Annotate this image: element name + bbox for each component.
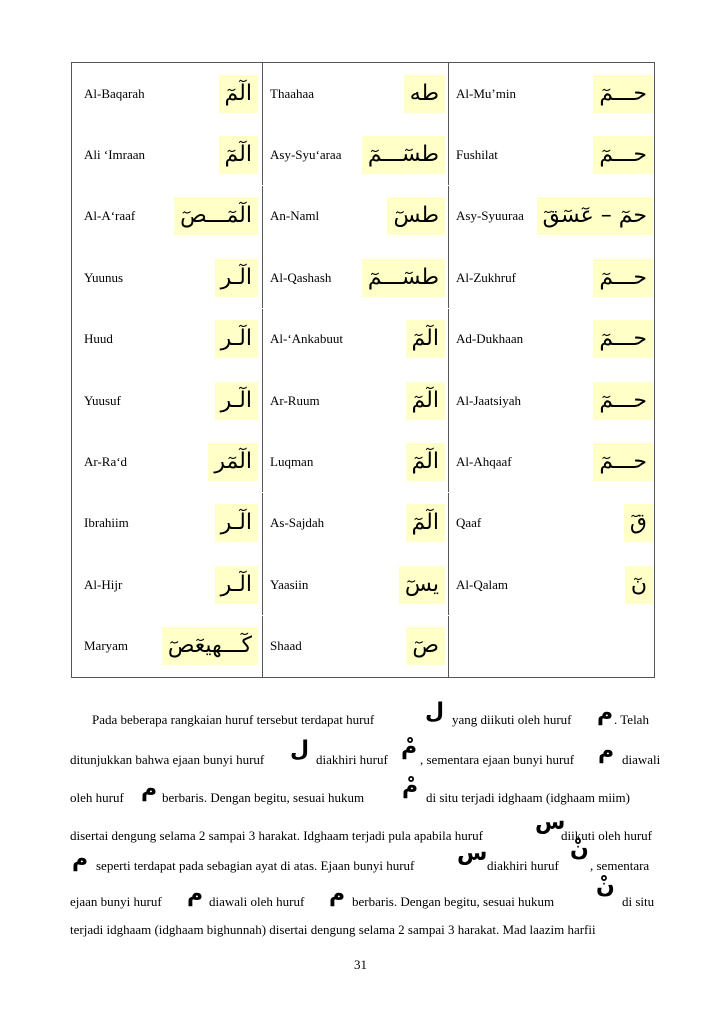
surah-name: Fushilat xyxy=(456,146,498,162)
table-row xyxy=(72,554,654,615)
surah-name: Ibrahiim xyxy=(84,515,129,531)
table-row xyxy=(72,247,654,308)
table-cell xyxy=(448,370,657,431)
surah-name: Maryam xyxy=(84,638,129,654)
table-row xyxy=(72,370,654,431)
table-row xyxy=(72,186,654,247)
para-line-3a: oleh huruf xyxy=(70,790,124,805)
nun-sukun-glyph: نْ xyxy=(570,837,589,862)
table-cell xyxy=(448,616,657,677)
table-cell xyxy=(448,124,657,185)
muqattaat-letters: الٓمٓ xyxy=(406,443,445,481)
muqattaat-letters: نٓ xyxy=(625,566,653,604)
muqattaat-letters: صٓ xyxy=(406,627,445,665)
surah-name: Qaaf xyxy=(456,515,482,531)
surah-name: Ad-Dukhaan xyxy=(456,331,524,347)
surah-name: Al-‘Ankabuut xyxy=(270,331,343,347)
muqattaat-letters: الٓمٓ xyxy=(406,382,445,420)
surah-name: Al-Zukhruf xyxy=(456,269,516,285)
table-cell xyxy=(72,247,262,308)
muqattaat-letters: كٓـــهيعٓصٓ xyxy=(162,627,258,665)
surah-name: Al-Mu’min xyxy=(456,85,516,101)
table-cell xyxy=(72,309,262,370)
table-cell xyxy=(72,431,262,492)
para-line-7a: terjadi idghaam (idghaam bighunnah) disertai dengung selama 2 sampai 3 harakat. Mad laazim harfii xyxy=(70,922,596,937)
page-number: 31 xyxy=(354,957,367,972)
muqattaat-letters: حـــمٓ xyxy=(593,382,653,420)
table-cell xyxy=(262,431,449,492)
surah-name: Asy-Syu‘araa xyxy=(270,146,342,162)
mim-glyph: م xyxy=(72,847,89,872)
table-cell xyxy=(262,493,449,554)
para-line-5c: , sementara xyxy=(590,858,650,873)
surah-name: Asy-Syuuraa xyxy=(456,208,524,224)
para-line-1c: . Telah xyxy=(614,712,649,727)
muqattaat-letters: الٓمٓ xyxy=(219,75,258,113)
muqattaat-letters: الٓـر xyxy=(215,504,258,542)
surah-name: Al-Jaatsiyah xyxy=(456,392,521,408)
muqattaat-letters: الٓـر xyxy=(215,320,258,358)
para-line-5b: diakhiri huruf xyxy=(487,858,559,873)
table-row xyxy=(72,124,654,185)
muqattaat-letters: الٓمٓر xyxy=(208,443,258,481)
surah-name: Ar-Ruum xyxy=(270,392,320,408)
nun-sukun-glyph: نْ xyxy=(596,874,615,899)
mim-glyph: م xyxy=(329,882,346,907)
para-line-2a: ditunjukkan bahwa ejaan bunyi huruf xyxy=(70,752,265,767)
surah-name: Yuusuf xyxy=(84,392,121,408)
para-line-1a: Pada beberapa rangkaian huruf tersebut terdapat huruf xyxy=(92,712,375,727)
para-line-4a: disertai dengung selama 2 sampai 3 harakat. Idghaam terjadi pula apabila huruf xyxy=(70,828,483,843)
para-line-6a: ejaan bunyi huruf xyxy=(70,894,162,909)
table-row xyxy=(72,309,654,370)
surah-name: Yaasiin xyxy=(270,576,309,592)
surah-name: Al-Qashash xyxy=(270,269,332,285)
table-cell xyxy=(72,493,262,554)
table-cell xyxy=(448,493,657,554)
surah-table xyxy=(71,62,655,678)
para-line-2d: diawali xyxy=(622,752,661,767)
mim-glyph: م xyxy=(187,882,204,907)
mim-sukun-glyph: مْ xyxy=(401,735,418,760)
mim-glyph: م xyxy=(597,701,614,726)
mim-glyph: م xyxy=(141,777,158,802)
para-line-6b: diawali oleh huruf xyxy=(209,894,305,909)
para-line-3c: di situ terjadi idghaam (idghaam miim) xyxy=(426,790,630,805)
table-cell xyxy=(72,370,262,431)
surah-name: As-Sajdah xyxy=(270,515,325,531)
muqattaat-letters: طسٓـــمٓ xyxy=(362,136,445,174)
surah-name: Al-A‘raaf xyxy=(84,208,136,224)
table-row xyxy=(72,616,654,677)
table-cell xyxy=(262,370,449,431)
table-cell xyxy=(262,124,449,185)
table-cell xyxy=(72,63,262,124)
surah-name: Al-Hijr xyxy=(84,576,123,592)
table-cell xyxy=(262,247,449,308)
table-row xyxy=(72,63,654,124)
surah-name: Shaad xyxy=(270,638,302,654)
table-row xyxy=(72,431,654,492)
muqattaat-letters: حمٓ – عٓسٓقٓ xyxy=(537,197,653,235)
table-cell xyxy=(262,616,449,677)
muqattaat-letters: الٓـر xyxy=(215,382,258,420)
table-row xyxy=(72,493,654,554)
muqattaat-letters: الٓمٓ xyxy=(219,136,258,174)
muqattaat-letters: حـــمٓ xyxy=(593,443,653,481)
muqattaat-letters: الٓـر xyxy=(215,566,258,604)
para-line-2b: diakhiri huruf xyxy=(316,752,388,767)
surah-name: Luqman xyxy=(270,453,314,469)
table-cell xyxy=(72,186,262,247)
muqattaat-letters: الٓمٓ xyxy=(406,320,445,358)
surah-name: Ar-Ra‘d xyxy=(84,453,128,469)
table-cell xyxy=(448,186,657,247)
surah-name: Thaahaa xyxy=(270,85,315,101)
muqattaat-letters: الٓـر xyxy=(215,259,258,297)
table-cell xyxy=(262,186,449,247)
surah-name: An-Naml xyxy=(270,208,320,224)
mim-glyph: م xyxy=(598,739,615,764)
para-line-4b: diikuti oleh huruf xyxy=(561,828,652,843)
muqattaat-letters: حـــمٓ xyxy=(593,75,653,113)
table-cell xyxy=(262,309,449,370)
para-line-6d: di situ xyxy=(622,894,655,909)
muqattaat-letters: الٓمٓـــصٓ xyxy=(174,197,258,235)
para-line-5a: seperti terdapat pada sebagian ayat di atas. Ejaan bunyi huruf xyxy=(96,858,415,873)
sin-glyph: س xyxy=(457,841,488,866)
surah-name: Al-Ahqaaf xyxy=(456,453,512,469)
muqattaat-letters: حـــمٓ xyxy=(593,136,653,174)
lam-glyph: ل xyxy=(290,737,310,762)
table-cell xyxy=(262,554,449,615)
muqattaat-letters: طسٓـــمٓ xyxy=(362,259,445,297)
surah-name: Huud xyxy=(84,331,113,347)
table-cell xyxy=(448,63,657,124)
para-line-2c: , sementara ejaan bunyi huruf xyxy=(420,752,575,767)
table-cell xyxy=(448,554,657,615)
muqattaat-letters: يسٓ xyxy=(399,566,445,604)
table-cell xyxy=(262,63,449,124)
table-cell xyxy=(448,309,657,370)
sin-glyph: س xyxy=(535,810,566,835)
muqattaat-letters: حـــمٓ xyxy=(593,259,653,297)
table-cell xyxy=(448,431,657,492)
table-cell xyxy=(448,247,657,308)
table-cell xyxy=(72,616,262,677)
surah-name: Al-Baqarah xyxy=(84,85,145,101)
para-line-6c: berbaris. Dengan begitu, sesuai hukum xyxy=(352,894,555,909)
lam-glyph: ل xyxy=(425,699,445,724)
table-cell xyxy=(72,124,262,185)
surah-name: Ali ‘Imraan xyxy=(84,146,146,162)
para-line-3b: berbaris. Dengan begitu, sesuai hukum xyxy=(162,790,365,805)
muqattaat-letters: حـــمٓ xyxy=(593,320,653,358)
surah-name: Yuunus xyxy=(84,269,124,285)
muqattaat-letters: طسٓ xyxy=(387,197,445,235)
para-line-1b: yang diikuti oleh huruf xyxy=(452,712,572,727)
muqattaat-letters: الٓمٓ xyxy=(406,504,445,542)
muqattaat-letters: طه xyxy=(404,75,445,113)
muqattaat-letters: قٓ xyxy=(624,504,653,542)
table-cell xyxy=(72,554,262,615)
mim-sukun-glyph: مْ xyxy=(402,774,419,799)
surah-name: Al-Qalam xyxy=(456,576,508,592)
